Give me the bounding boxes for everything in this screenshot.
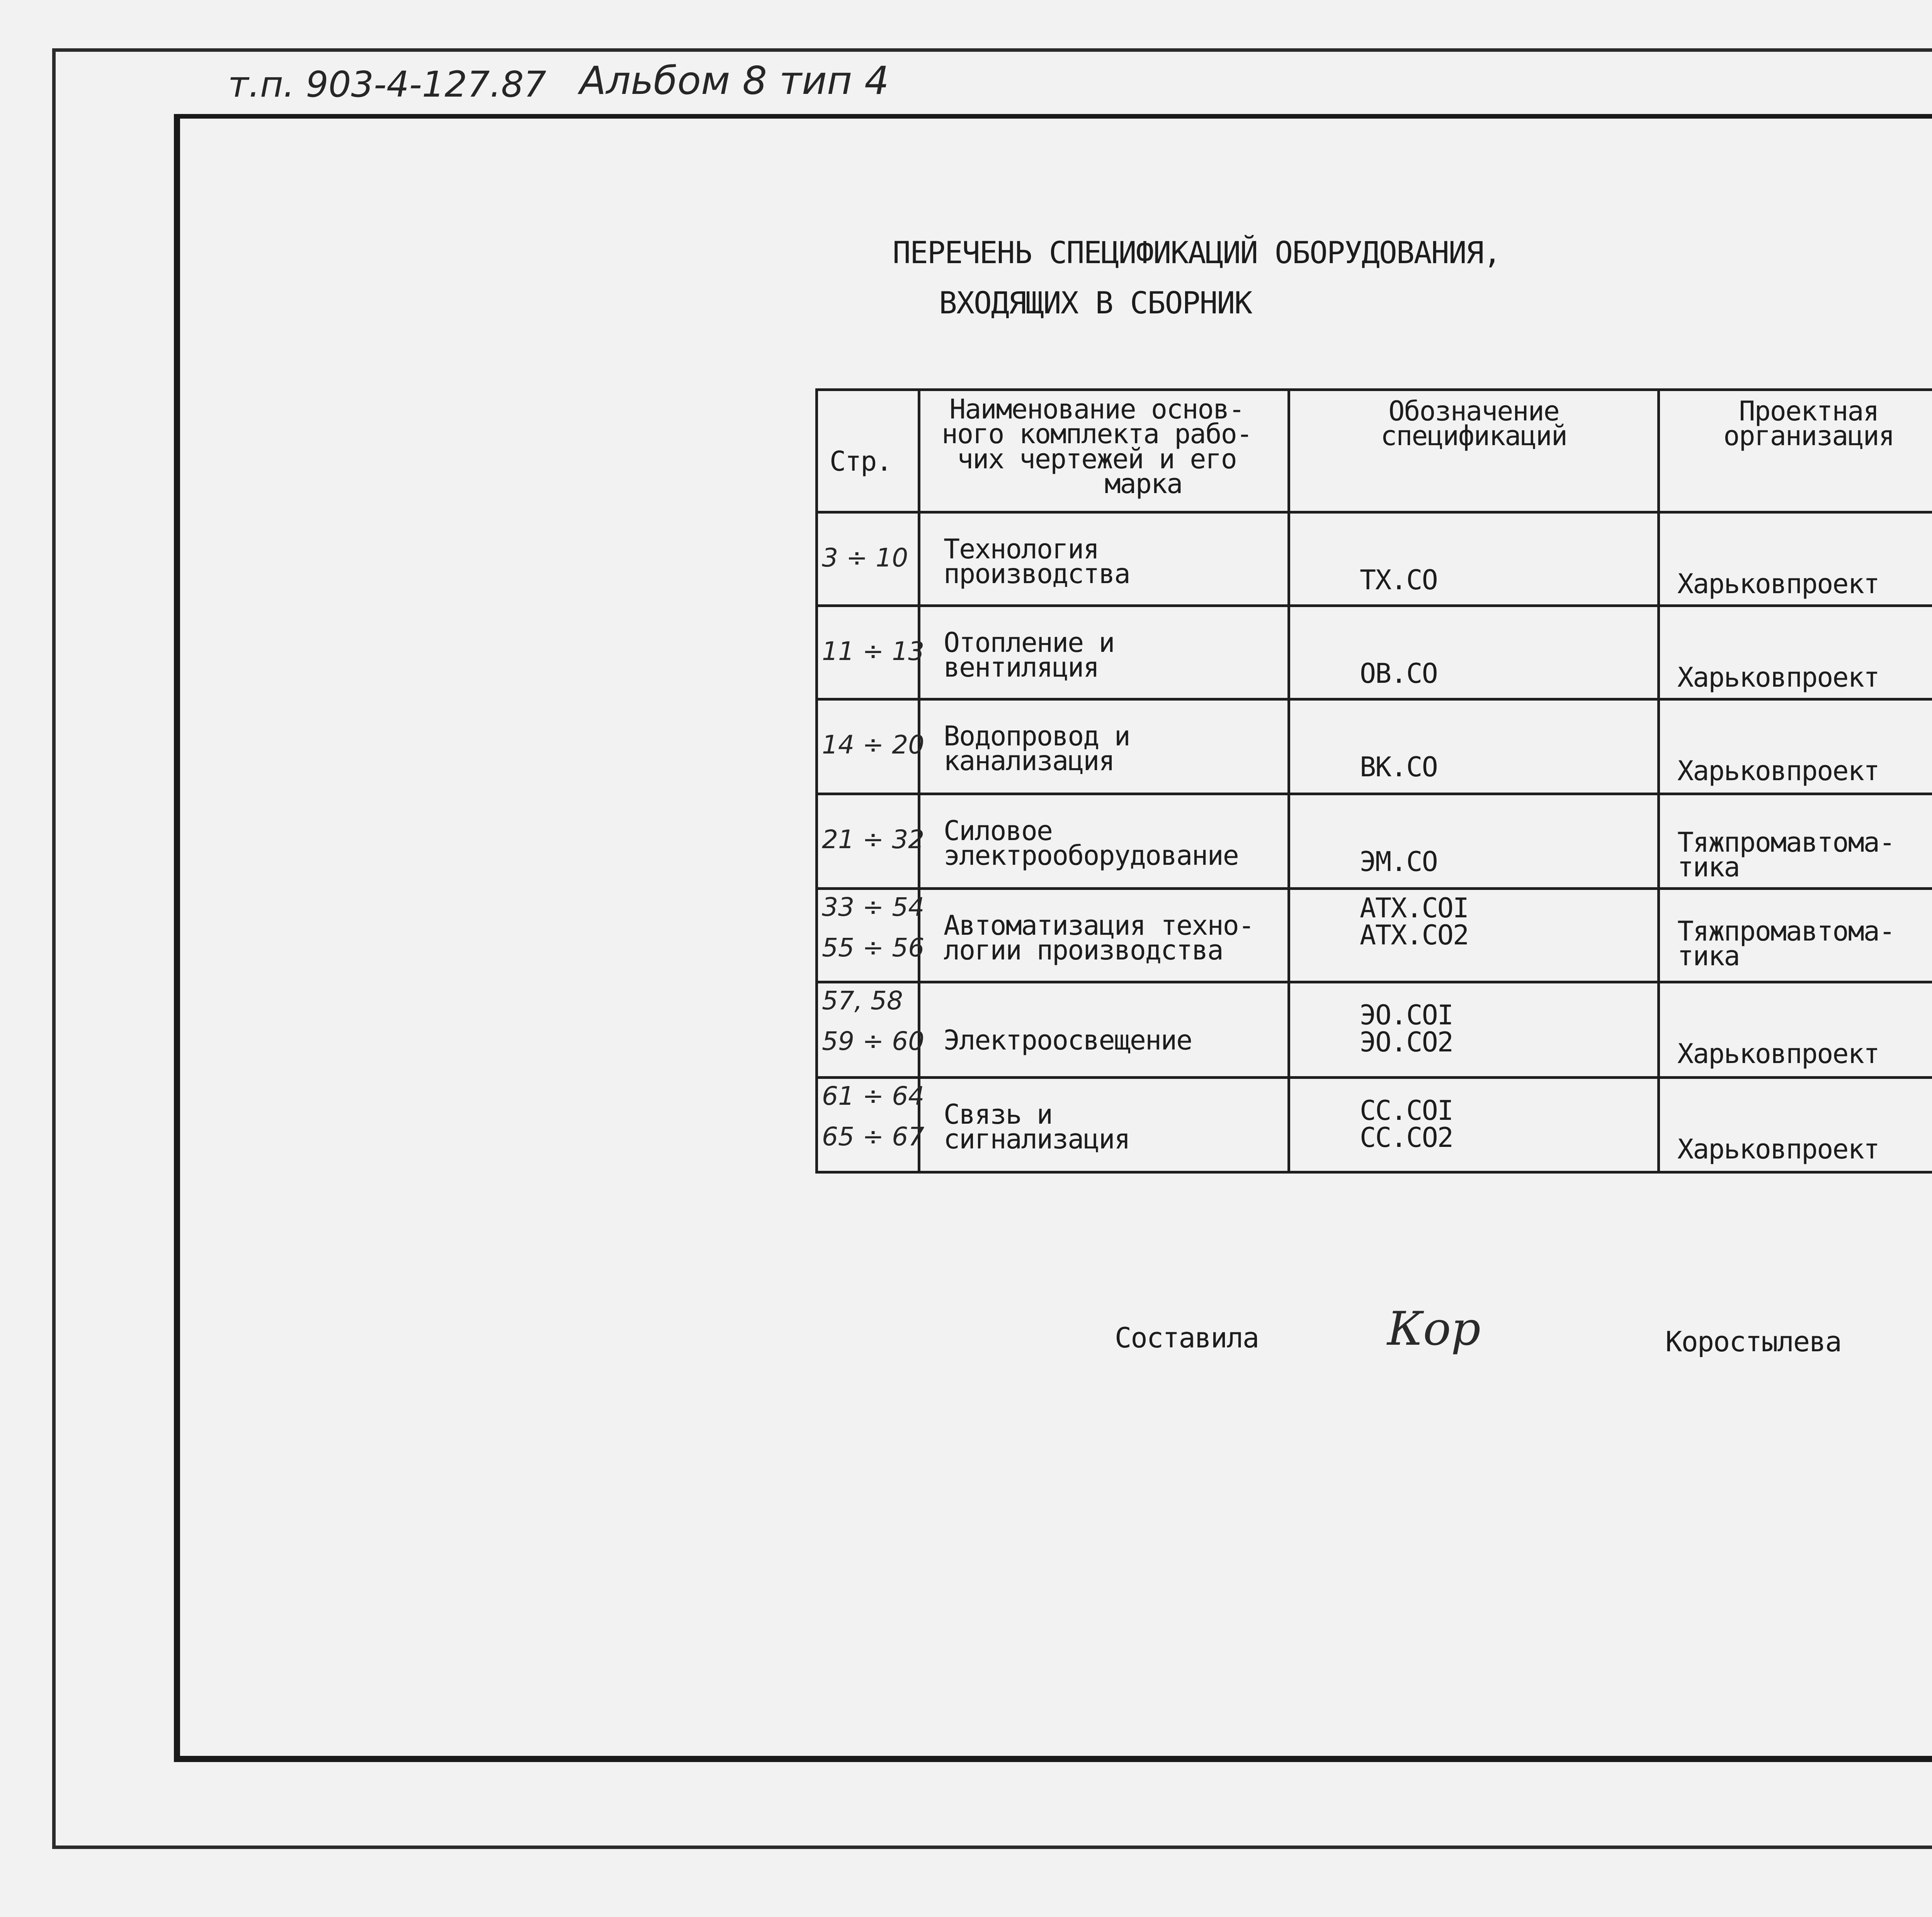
cell-organization [1659, 1078, 1932, 1172]
cell-designation [1289, 699, 1659, 794]
table-row [817, 699, 1932, 794]
cell-name [919, 1078, 1289, 1172]
header-organization: Проектная организация [1659, 390, 1932, 512]
cell-pages [817, 699, 925, 794]
header-designation: Обозначение спецификаций [1289, 390, 1659, 512]
table-row [817, 794, 1932, 889]
page-range: 33 ÷ 54 [822, 892, 925, 922]
project-organization: Тяжпромавтома- тика [1677, 827, 1895, 883]
cell-designation [1289, 1078, 1659, 1172]
project-organization: Харьковпроект [1677, 1133, 1879, 1165]
specification-code: ТХ.СО [1360, 564, 1437, 596]
page-range: 59 ÷ 60 [822, 1026, 925, 1056]
cell-organization [1659, 794, 1932, 889]
specification-code: СС.СО2 [1360, 1122, 1453, 1153]
signature-name: Коростылева [1665, 1325, 1841, 1358]
project-organization: Харьковпроект [1677, 1038, 1879, 1070]
signature-label: Составила [1115, 1322, 1259, 1354]
cell-designation [1289, 889, 1659, 982]
table-row [817, 889, 1932, 982]
header-page: Стр. [817, 390, 919, 512]
specification-code: СС.СОI [1360, 1095, 1453, 1126]
project-organization: Тяжпромавтома- тика [1677, 915, 1895, 972]
cell-name [919, 794, 1289, 889]
cell-pages [817, 512, 919, 606]
cell-organization [1659, 606, 1932, 699]
specification-code: ОВ.СО [1360, 658, 1437, 689]
cell-designation [1289, 794, 1659, 889]
project-code: т.п. 903-4-127.87 [228, 64, 546, 105]
cell-name [919, 982, 1289, 1078]
project-organization: Харьковпроект [1677, 568, 1879, 600]
cell-designation [1289, 982, 1659, 1078]
cell-name [919, 699, 1289, 794]
cell-name [919, 606, 1289, 699]
drawing-set-name: Силовое электрооборудование [944, 815, 1238, 872]
cell-designation [1289, 606, 1659, 699]
cell-organization [1659, 889, 1932, 982]
table-header-row [817, 390, 1932, 512]
cell-organization [1659, 982, 1932, 1078]
drawing-set-name: Отопление и вентиляция [944, 627, 1114, 684]
cell-designation [1289, 512, 1659, 606]
page-title-line1: ПЕРЕЧЕНЬ СПЕЦИФИКАЦИЙ ОБОРУДОВАНИЯ, [893, 236, 1501, 270]
drawing-set-name: Автоматизация техно- логии производства [944, 910, 1254, 966]
project-organization: Харьковпроект [1677, 662, 1879, 693]
specification-table [815, 388, 1932, 1174]
drawing-set-name: Технология производства [944, 533, 1130, 590]
page-range: 3 ÷ 10 [822, 543, 908, 573]
page-title-line2: ВХОДЯЩИХ В СБОРНИК [939, 286, 1252, 321]
page-range: 21 ÷ 32 [822, 825, 925, 854]
header-name: Наименование основ- ного комплекта рабо- чих чертежей и его марка [919, 390, 1289, 512]
cell-organization [1659, 699, 1932, 794]
table-row [817, 512, 1932, 606]
cell-organization [1659, 512, 1932, 606]
cell-pages [817, 982, 925, 1078]
specification-code: ЭО.СО2 [1360, 1026, 1453, 1058]
table-row [817, 606, 1932, 699]
album-label: Альбом 8 тип 4 [580, 58, 889, 103]
signature-mark: Кор [1387, 1302, 1481, 1356]
cell-pages [817, 606, 925, 699]
page-range: 11 ÷ 13 [822, 636, 925, 666]
page-range: 55 ÷ 56 [822, 933, 925, 963]
cell-pages [817, 889, 925, 982]
table-row [817, 1078, 1932, 1172]
cell-pages [817, 794, 925, 889]
specification-code: ВК.СО [1360, 751, 1437, 783]
drawing-set-name: Связь и сигнализация [944, 1099, 1130, 1155]
table-row [817, 982, 1932, 1078]
specification-code: ЭО.СОI [1360, 999, 1453, 1031]
page-range: 57, 58 [822, 986, 903, 1015]
cell-pages [817, 1078, 925, 1172]
project-organization: Харьковпроект [1677, 755, 1879, 787]
cell-name [919, 512, 1289, 606]
cell-name [919, 889, 1289, 982]
page-range: 61 ÷ 64 [822, 1081, 925, 1111]
page-range: 65 ÷ 67 [822, 1122, 925, 1152]
page-range: 14 ÷ 20 [822, 730, 925, 760]
specification-code: АТХ.СОI [1360, 892, 1469, 924]
drawing-set-name: Водопровод и канализация [944, 720, 1130, 777]
specification-code: АТХ.СО2 [1360, 919, 1469, 951]
drawing-set-name: Электроосвещение [944, 1024, 1192, 1056]
specification-code: ЭМ.СО [1360, 846, 1437, 878]
